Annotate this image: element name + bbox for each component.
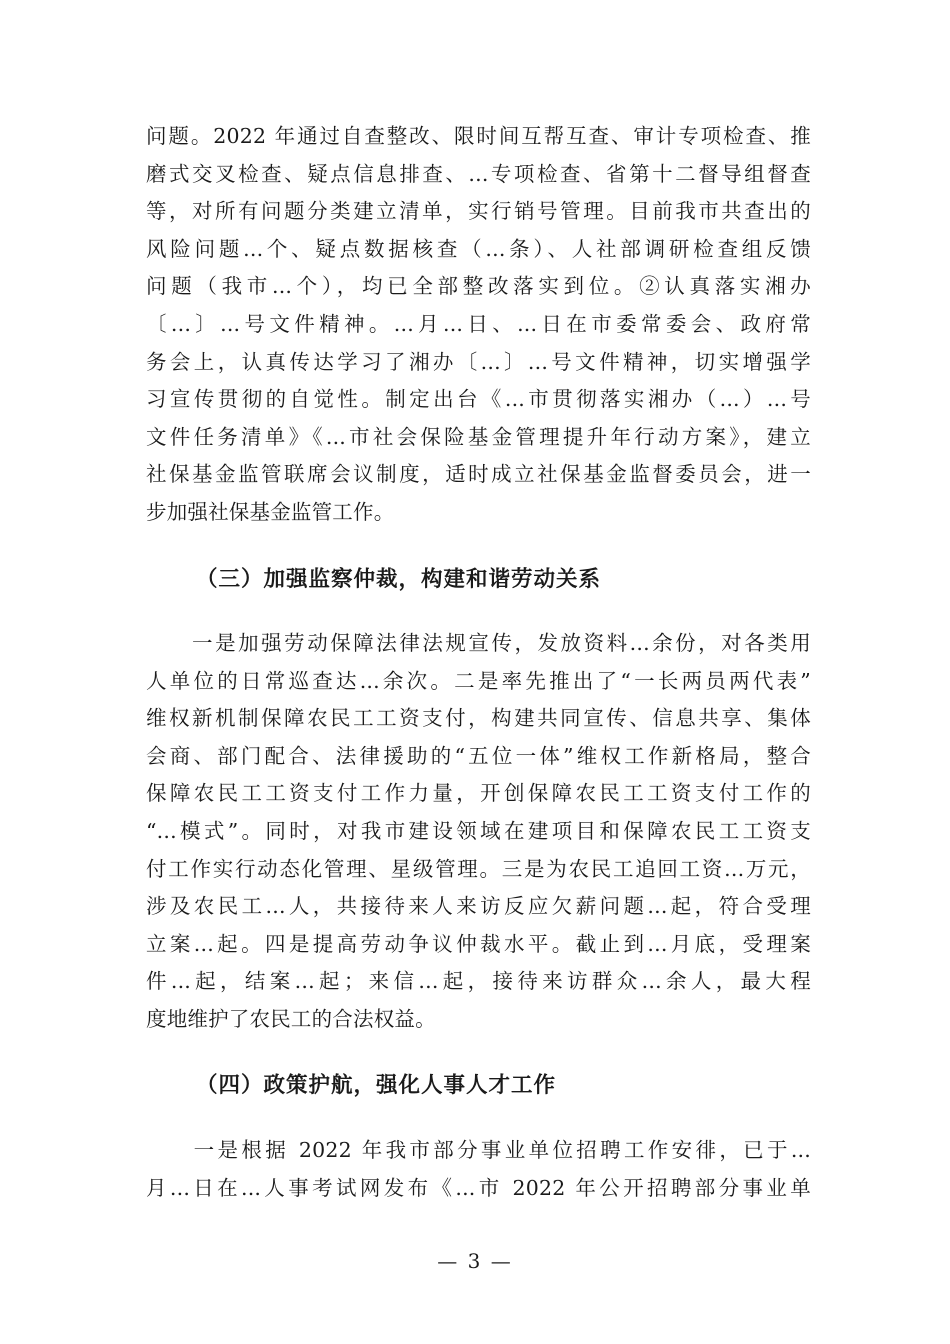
text-line: 度地维护了农民工的合法权益。	[146, 1006, 436, 1031]
paragraph-labor-supervision	[146, 625, 811, 1039]
text-line: 付工作实行动态化管理、星级管理。三是为农民工追回工资...万元，	[146, 856, 811, 881]
text-line: 〔...〕...号文件精神。...月...日、...日在市委常委会、政府常	[146, 311, 811, 336]
text-line: 文件任务清单》《...市社会保险基金管理提升年行动方案》，建立	[146, 424, 811, 449]
text-line: 风险问题...个、疑点数据核查（...条）、人社部调研检查组反馈	[146, 236, 811, 261]
text-line: 会商、部门配合、法律援助的“五位一体”维权工作新格局，整合	[146, 743, 811, 768]
text-line: 问题。2022 年通过自查整改、限时间互帮互查、审计专项检查、推	[146, 124, 811, 148]
text-line: 步加强社保基金监管工作。	[146, 499, 395, 524]
text-line: 一是加强劳动保障法律法规宣传，发放资料...余份，对各类用	[146, 631, 811, 655]
text-line: 习宣传贯彻的自觉性。制定出台《...市贯彻落实湘办（...）...号	[146, 387, 811, 412]
text-line: 等，对所有问题分类建立清单，实行销号管理。目前我市共查出的	[146, 199, 811, 224]
text-line: 问题（我市...个），均已全部整改落实到位。②认真落实湘办	[146, 274, 811, 299]
section-heading-personnel: （四）政策护航，强化人事人才工作	[196, 1073, 557, 1098]
section-heading-labor-relations: （三）加强监察仲裁，构建和谐劳动关系	[196, 567, 602, 592]
text-line: 人单位的日常巡查达...余次。二是率先推出了“一长两员两代表”	[146, 668, 811, 693]
text-line: 月...日在...人事考试网发布《...市 2022 年公开招聘部分事业单	[146, 1175, 811, 1200]
text-line: 维权新机制保障农民工工资支付，构建共同宣传、信息共享、集体	[146, 706, 811, 731]
text-line: 立案...起。四是提高劳动争议仲裁水平。截止到...月底，受理案	[146, 931, 811, 956]
text-line: 务会上，认真传达学习了湘办〔...〕...号文件精神，切实增强学	[146, 349, 811, 374]
text-line: 一是根据 2022 年我市部分事业单位招聘工作安徘，已于...	[146, 1138, 811, 1162]
text-line: 磨式交叉检查、疑点信息排查、...专项检查、省第十二督导组督查	[146, 161, 811, 186]
text-line: 保障农民工工资支付工作力量，开创保障农民工工资支付工作的	[146, 781, 811, 806]
paragraph-social-security-fund	[146, 118, 811, 532]
text-line: 社保基金监管联席会议制度，适时成立社保基金监督委员会，进一	[146, 462, 811, 487]
text-line: 涉及农民工...人，共接待来人来访反应欠薪问题...起，符合受理	[146, 894, 811, 919]
text-line: “...模式”。同时，对我市建设领域在建项目和保障农民工工资支	[146, 818, 811, 843]
text-line: 件...起，结案...起；来信...起，接待来访群众...余人，最大程	[146, 969, 811, 994]
page-number: — 3 —	[437, 1249, 513, 1273]
paragraph-personnel-recruitment	[146, 1132, 811, 1207]
